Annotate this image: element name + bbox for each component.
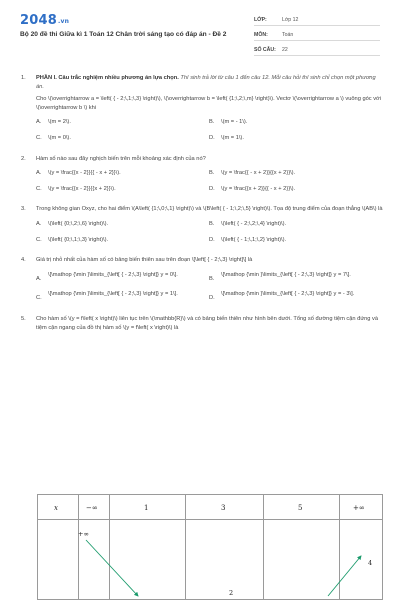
answer-options: [36, 118, 384, 142]
question-1: [18, 74, 384, 143]
option-c[interactable]: C. \(\left( {0;\,1;\,3} \right)\).: [36, 236, 109, 243]
x-value: 5: [298, 504, 303, 512]
variation-arrows: [38, 520, 382, 600]
option-d[interactable]: D. \[\mathop {\min }\limits_{\left[ { - 2;\,3} \right]} y = - 3\].: [209, 291, 355, 302]
y-value-top-left: +∞: [78, 530, 89, 538]
question-4: [18, 256, 384, 303]
x-label: x: [54, 504, 58, 512]
part-heading: PHẦN I. Câu trắc nghiệm nhiều phương án lựa chọn.: [36, 75, 179, 81]
option-d[interactable]: D. \(m = 1\).: [209, 134, 244, 141]
question-text: Giá trị nhỏ nhất của hàm số có bảng biến thiên sau trên đoạn \[\left[ { - 2;\,3} \right]\] là: [36, 257, 253, 264]
question-number: 4.: [21, 257, 26, 264]
answer-options: [36, 169, 384, 193]
exam-content: [18, 74, 384, 340]
question-text: Cho \(\overrightarrow a = \left( { - 2;\,1;\,3} \right)\), \(\overrightarrow b = \left( {1;\,2;\,m} \right)\). Vectơ \(\overrightarrow a \) vuông góc với \(\overrightarrow b \) khi: [36, 96, 382, 111]
x-value: 1: [144, 504, 149, 512]
option-b[interactable]: B. \(\left( { - 2;\,2;\,4} \right)\).: [209, 220, 287, 227]
option-c[interactable]: C. \(m = 0\).: [36, 134, 71, 141]
y-value-mid: 2: [229, 589, 234, 597]
option-a[interactable]: A. \[\mathop {\min }\limits_{\left[ { - 2;\,3} \right]} y = 0\].: [36, 271, 178, 282]
answer-options: [36, 220, 384, 244]
x-value: +∞: [353, 504, 365, 512]
part-instruction: Thí sinh trả lời từ câu 1 đến câu 12. Mỗi câu hỏi thí sinh chỉ chọn một phương án.: [36, 75, 376, 90]
question-2: [18, 155, 384, 194]
question-5: [18, 315, 384, 332]
site-logo[interactable]: 2048.vn: [20, 13, 70, 28]
option-d[interactable]: D. \(\left( { - 1;\,1;\,2} \right)\).: [209, 236, 287, 243]
option-b[interactable]: B. \(y = \frac{{ - x + 2}}{{x + 2}}\).: [209, 170, 296, 177]
question-number: 5.: [21, 315, 26, 322]
option-d[interactable]: D. \(y = \frac{{x + 2}}{{ - x + 2}}\).: [209, 185, 296, 192]
x-value: 3: [221, 504, 226, 512]
answer-options: [36, 271, 384, 303]
option-a[interactable]: A. \(\left( {0;\,2;\,6} \right)\).: [36, 220, 109, 227]
option-b[interactable]: B. \(m = - 1\).: [209, 119, 248, 126]
x-value: −∞: [86, 504, 98, 512]
question-number: 1.: [21, 75, 26, 81]
y-value-right: 4: [368, 559, 373, 567]
option-a[interactable]: A. \(m = 2\).: [36, 119, 71, 126]
meta-subject: MÔN: Toán: [254, 29, 380, 41]
option-c[interactable]: C. \[\mathop {\min }\limits_{\left[ { - 2;\,3} \right]} y = 1\].: [36, 291, 178, 302]
question-3: [18, 205, 384, 244]
option-b[interactable]: B. \[\mathop {\min }\limits_{\left[ { - 2;\,3} \right]} y = 7\].: [209, 271, 351, 282]
decreasing-arrow: [86, 540, 138, 596]
document-meta: [254, 14, 380, 59]
question-text: Hàm số nào sau đây nghịch biến trên mỗi khoảng xác định của nó?: [36, 155, 206, 162]
meta-class: LỚP: Lớp 12: [254, 14, 380, 26]
document-title: Bộ 20 đề thi Giữa kì 1 Toán 12 Chân trời sáng tạo có đáp án - Đề 2: [20, 31, 227, 38]
increasing-arrow: [328, 556, 361, 596]
question-number: 2.: [21, 155, 26, 162]
document-header: [0, 0, 400, 62]
question-number: 3.: [21, 206, 26, 213]
question-text: Trong không gian Oxyz, cho hai điểm \(A\left( {1;\,0;\,1} \right)\) và \(B\left( { - 1;\,2;\,5} \right)\). Tọa độ trung điểm của đoạn thẳng \(AB\) là: [36, 206, 383, 213]
option-c[interactable]: C. \(y = \frac{{x - 2}}{{x + 2}}\).: [36, 185, 116, 192]
question-text: Cho hàm số \(y = f\left( x \right)\) liên tục trên \(\mathbb{R}\) và có bảng biến thiên như hình bên dưới. Tổng số đường tiệm cận đứng và tiệm cận ngang của đồ thị hàm số \(y = f\left( x \right)\) là: [36, 315, 379, 331]
variation-table: [37, 494, 383, 600]
meta-question-count: SỐ CÂU: 22: [254, 44, 380, 56]
option-a[interactable]: A. \(y = \frac{{x - 2}}{{ - x + 2}}\).: [36, 170, 121, 177]
